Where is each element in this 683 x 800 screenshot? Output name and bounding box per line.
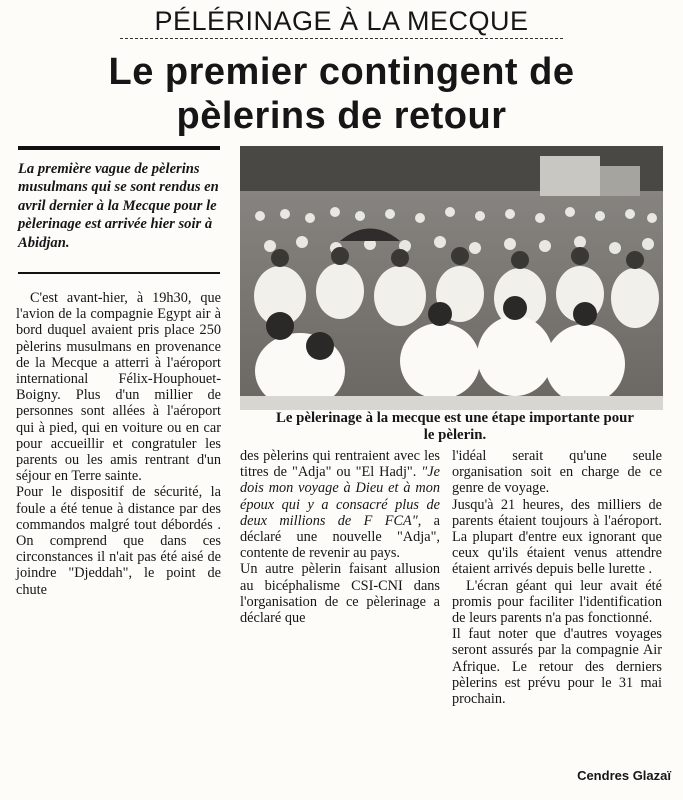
headline-line-2: pèlerins de retour [176,95,507,137]
caption-line-2: le pèlerin. [423,427,487,443]
article-column-1 [16,290,221,598]
article-column-3 [452,448,662,707]
news-photo [240,146,663,410]
lede-paragraph: La première vague de pèlerins musulmans qui se sont rendus en avril dernier à la Mecque pour le pèlerinage est arrivée hier soir à Abidjan. [18,161,219,251]
column-2-paragraph-2: Un autre pèlerin faisant allusion au bicéphalisme CSI-CNI dans l'organisation de ce pèlerinage a déclaré que [240,561,440,627]
column-2-quote: "Je dois mon voyage à Dieu et à mon époux qui y a consacré plus de deux millions de F FCA" [240,464,440,529]
caption-line-1: Le pèlerinage à la mecque est une étape importante pour [276,410,634,426]
column-3-paragraph-3: L'écran géant qui leur avait été promis pour faciliter l'identification de leurs parents n'a pas fonctionné. [452,577,662,627]
column-1-paragraph-2: Pour le dispositif de sécurité, la foule a été tenue à distance par des commandos malgré tout débordés . On comprend que dans ces circonstances il n'ait pas été aisé de joindre "Djeddah", le point de chute [16,484,221,598]
headline-line-1: Le premier contingent de [108,51,575,93]
column-2-paragraph-1 [240,448,440,561]
column-3-paragraph-1: l'idéal serait qu'une seule organisation soit en charge de ce genre de voyage. [452,448,662,497]
lede-bottom-rule [18,272,220,274]
section-kicker: PÉLÉRINAGE À LA MECQUE [120,4,563,39]
article-column-2 [240,448,440,626]
column-2-text-b: , a déclaré une nouvelle "Adja", contente de revenir au pays. [240,512,440,562]
column-1-paragraph-1: C'est avant-hier, à 19h30, que l'avion de la compagnie Egypt air à bord duquel avaient pris place 250 pèlerins musulmans en provenance de la Mecque a atterri à l'aéroport international Félix-Houphouet-Boigny. Plus d'un millier de personnes sont allées à l'aéroport qui à pied, qui en voiture ou en car pour accueillir et congratuler les parents ou les amis rentrant d'un séjour en Terre sainte. [16,290,221,485]
author-byline: Cendres Glazaï [577,768,671,783]
column-2-text-a: des pèlerins qui rentraient avec les titres de "Adja" ou "El Hadj". [240,448,440,481]
lede-top-rule [18,146,220,150]
photo-caption [240,410,670,444]
column-3-paragraph-2: Jusqu'à 21 heures, des milliers de parents étaient toujours à l'aéroport. La plupart d'entre eux ignorant que ceux qu'ils étaient venus attendre étaient arrivés depuis belle lurette . [452,496,662,578]
headline [10,50,673,138]
column-3-paragraph-4: Il faut noter que d'autres voyages seront assurés par la compagnie Air Afrique. Le retour des derniers pèlerins est prévu pour le 31 mai prochain. [452,626,662,708]
pilgrims-photo-icon [240,146,663,410]
